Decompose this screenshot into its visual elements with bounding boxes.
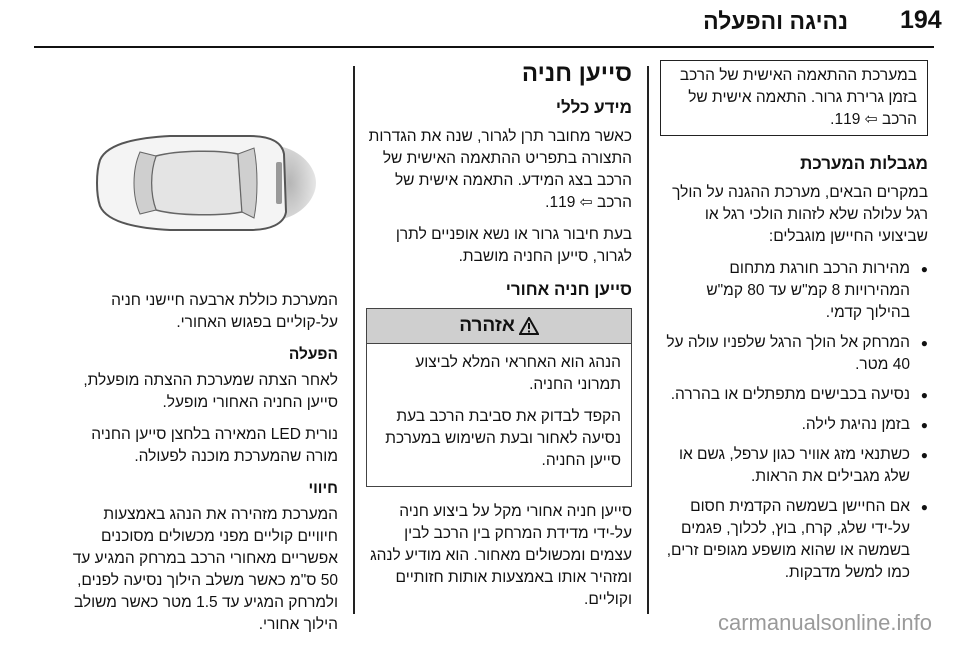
list-item: ● המרחק אל הולך הרגל שלפניו עולה על 40 מטר. — [660, 332, 928, 376]
activation-paragraph-1: לאחר הצתה שמערכת ההצתה מופעלת, סייען החניה האחורי מופעל. — [83, 372, 338, 411]
car-sensor-illustration — [70, 98, 320, 268]
activation-heading: הפעלה — [288, 346, 338, 363]
column-divider-left — [353, 66, 355, 614]
indication-heading: חיווי — [308, 480, 338, 497]
header-rule — [34, 46, 934, 48]
car-cabin — [152, 151, 243, 215]
list-item: ● כשתנאי מזג אוויר כגון ערפל, גשם או שלג מגבילים את הראות. — [660, 444, 928, 488]
page-header — [0, 0, 960, 46]
right-column — [660, 60, 928, 592]
warning-box — [366, 308, 632, 487]
list-item: ● אם החיישן בשמשה הקדמית חסום על-ידי שלג, קרח, בוץ, לכלוך, פגמים בשמשה או שהוא מושפע מגופים זרים, כמו למשל מדבקות. — [660, 496, 928, 584]
customization-note-text: במערכת ההתאמה האישית של הרכב בזמן גרירת גרור. התאמה אישית של הרכב ⇦ 119. — [679, 67, 917, 128]
warning-title: אזהרה — [459, 315, 515, 336]
page-number: 194 — [900, 6, 942, 34]
limitations-list — [660, 258, 928, 584]
rear-assist-description: סייען חניה אחורי מקל על ביצוע חניה על-ידי מדידת המרחק בין הרכב לבין עצמים ומכשולים מאחור. הוא מודיע לנהג ומזהיר אותו באמצעות אותות חזותיים וקוליים. — [370, 503, 632, 608]
warning-triangle-icon — [519, 317, 539, 335]
system-limitations-heading: מגבלות המערכת — [800, 154, 928, 173]
sensors-intro: המערכת כוללת ארבעה חיישני חניה על-קוליים בפגוש האחורי. — [111, 292, 338, 331]
general-info-heading: מידע כללי — [555, 98, 632, 117]
limitations-intro: במקרים הבאים, מערכת ההגנה על הולך רגל עלולה שלא לזהות הולכי רגל או שביצועי החיישן מוגבלים: — [672, 184, 928, 245]
watermark: carmanualsonline.info — [717, 610, 932, 635]
list-item: ● מהירות הרכב חורגת מתחום המהירויות 8 קמ"ש עד 80 קמ"ש בהילוך קדמי. — [660, 258, 928, 324]
warning-body — [367, 344, 631, 486]
list-item: ● בזמן נהיגת לילה. — [660, 414, 928, 436]
customization-note — [660, 60, 928, 136]
warning-paragraph-1: הנהג הוא האחראי המלא לביצוע תמרוני החניה. — [415, 354, 621, 393]
list-item: ● נסיעה בכבישים מתפתלים או בהררה. — [660, 384, 928, 406]
chapter-title: נהיגה והפעלה — [703, 8, 848, 34]
warning-paragraph-2: הקפד לבדוק את סביבת הרכב בעת נסיעה לאחור ובעת השימוש במערכת סייען החניה. — [385, 408, 621, 469]
parking-assist-heading: סייען חניה — [521, 60, 632, 87]
indication-paragraph: המערכת מזהירה את הנהג באמצעות חיוויים קוליים מפני מכשולים מסוכנים אפשריים מאחורי הרכב במרחק המגיע עד 50 ס"מ כאשר משלב הילוך נסיעה לפנים, ולמרחק המגיע עד 1.5 מטר כאשר משולב הילוך אחורי. — [72, 506, 338, 633]
warning-header — [367, 309, 631, 344]
general-paragraph-2: בעת חיבור גרור או נשא אופניים לתרן לגרור, סייען החניה מושבת. — [395, 226, 632, 265]
rear-bumper-sensors — [276, 162, 282, 204]
column-divider-right — [647, 66, 649, 614]
general-paragraph-1: כאשר מחובר תרן לגרור, שנה את הגדרות התצורה בתפריט ההתאמה האישית של הרכב בצג המידע. התאמה אישית של הרכב ⇦ 119. — [368, 128, 632, 211]
rear-parking-assist-heading: סייען חניה אחורי — [505, 280, 632, 299]
left-column — [70, 290, 338, 646]
activation-paragraph-2: נורית LED המאירה בלחצן סייען החניה מורה שהמערכת מוכנה לפעולה. — [91, 426, 338, 465]
middle-column — [366, 60, 632, 621]
